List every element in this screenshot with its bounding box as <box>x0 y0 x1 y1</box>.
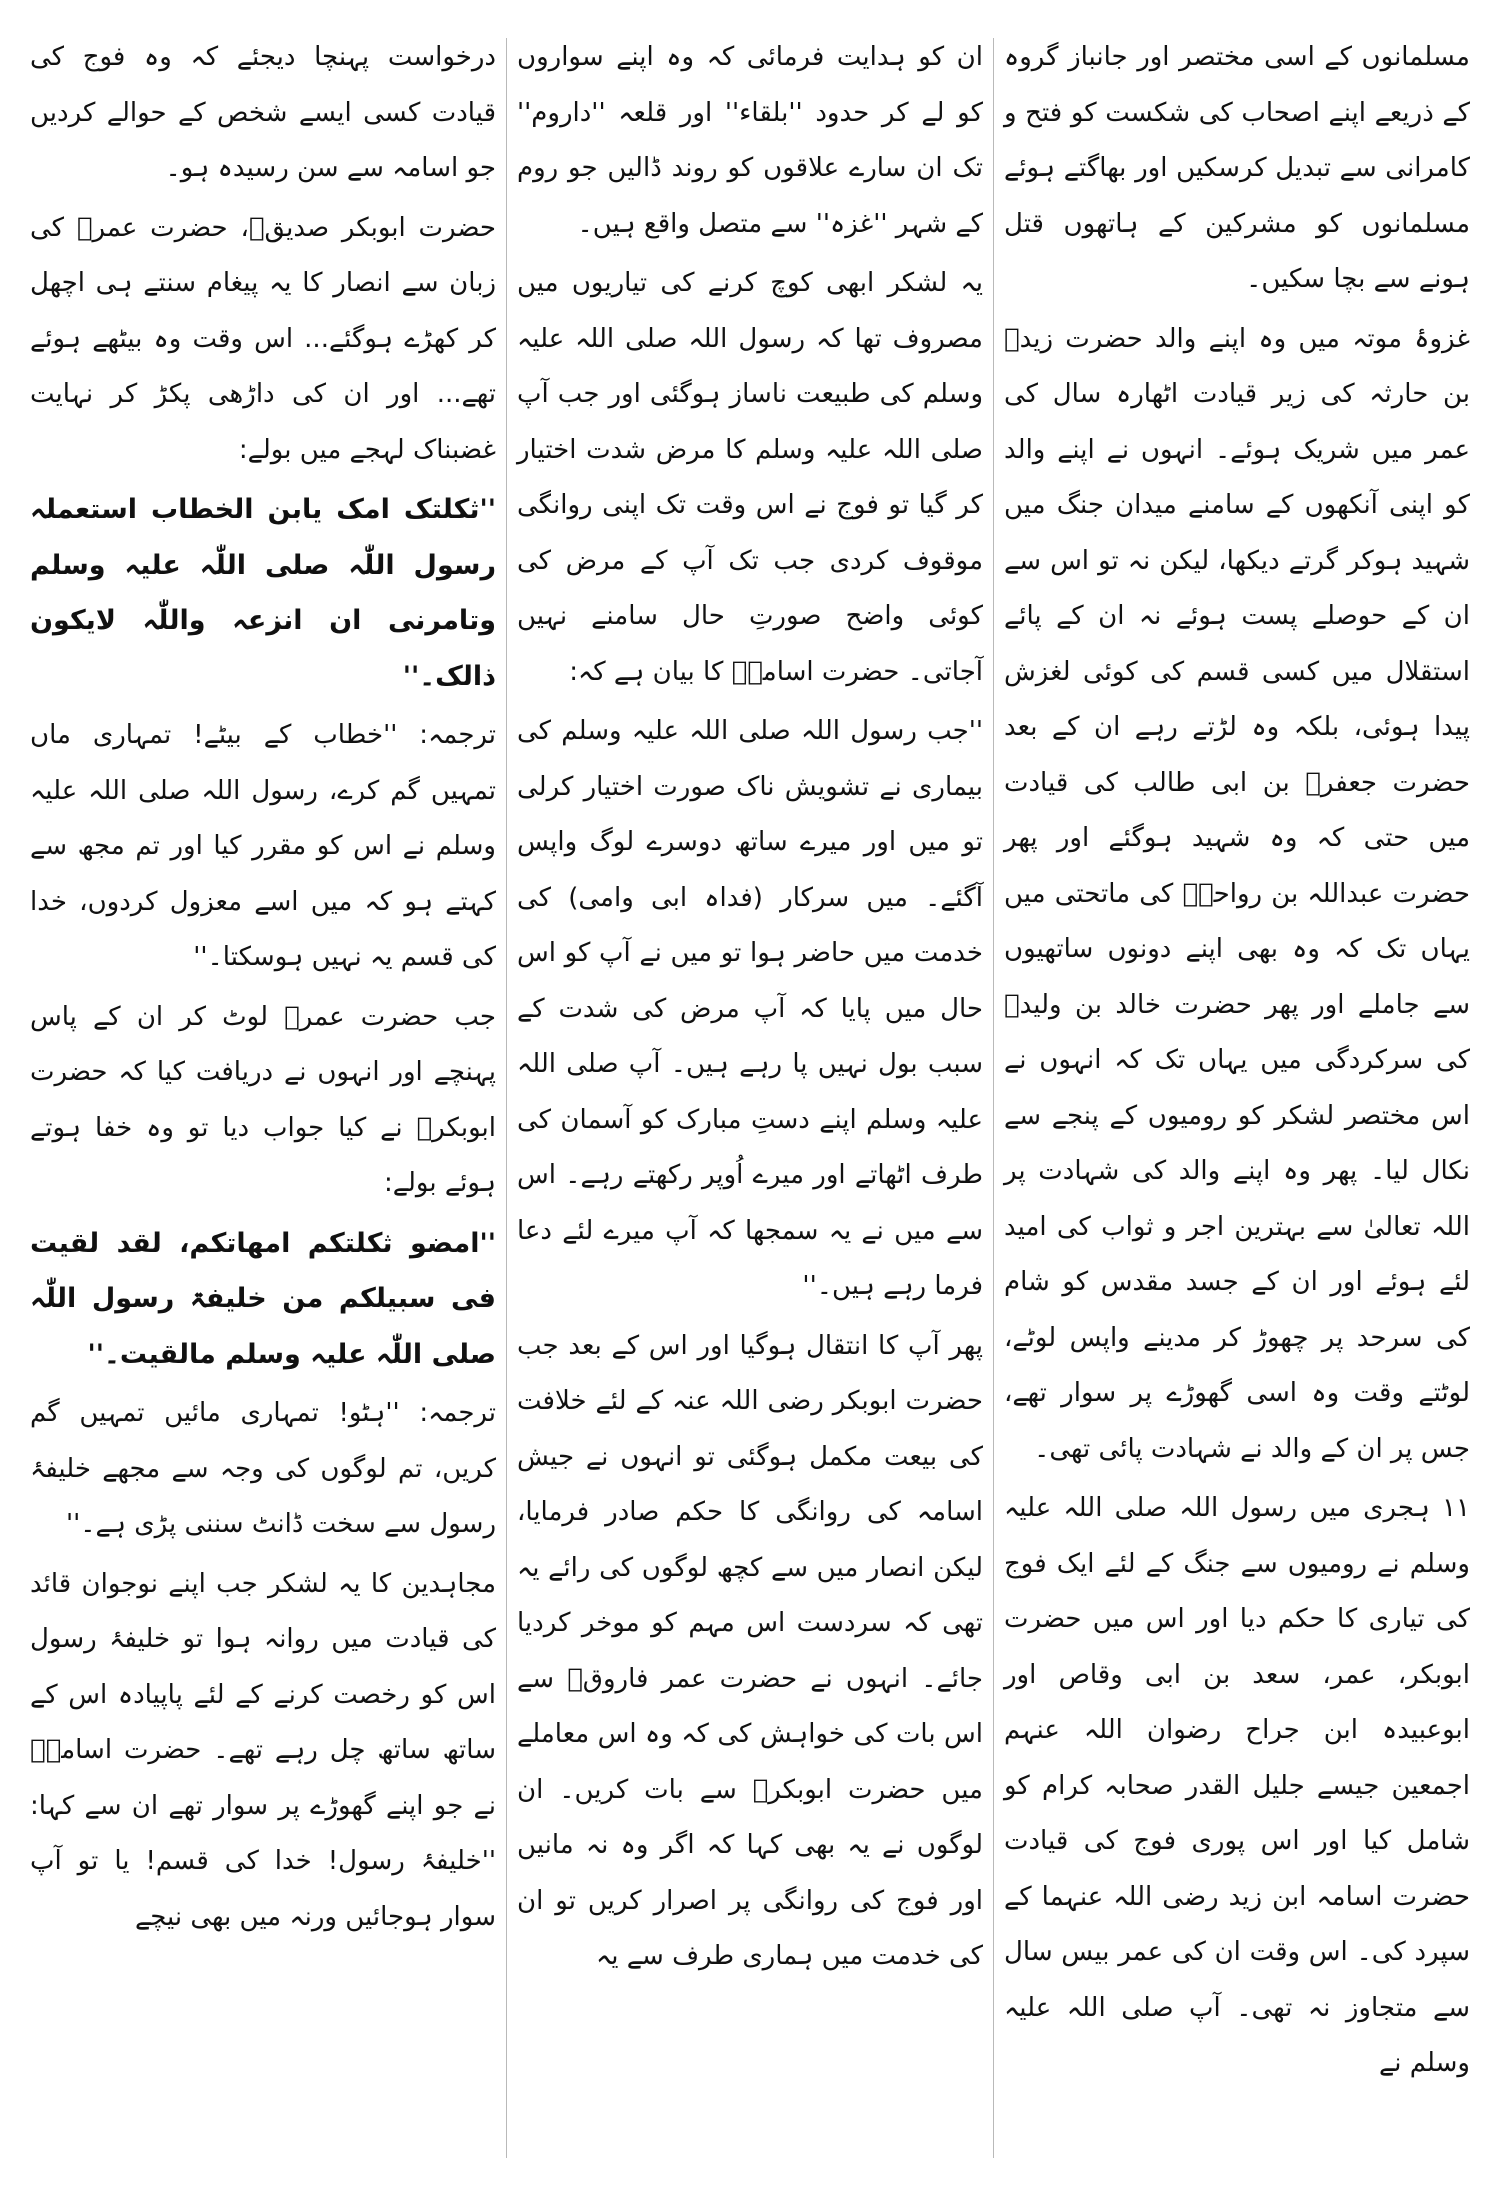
paragraph: مسلمانوں کے اسی مختصر اور جانباز گروہ کے ذریعے اپنے اصحاب کی شکست کو فتح و کامرانی سے تبدیل کرسکیں اور بھاگتے ہوئے مسلمانوں کو مشرکین کے ہاتھوں قتل ہونے سے بچا سکیں۔ <box>1004 42 1470 294</box>
translation-paragraph: ترجمہ: ''خطاب کے بیٹے! تمہاری ماں تمہیں گم کرے، رسول اللہ صلی اللہ علیہ وسلم نے اس کو مقرر کیا اور تم مجھ سے کہتے ہو کہ میں اسے معزول کردوں، خدا کی قسم یہ نہیں ہوسکتا۔'' <box>30 720 496 972</box>
quote-paragraph: ''جب رسول اللہ صلی اللہ علیہ وسلم کی بیماری نے تشویش ناک صورت اختیار کرلی تو میں اور میرے ساتھ دوسرے لوگ واپس آگئے۔ میں سرکار (فداہ ابی وامی) کی خدمت میں حاضر ہوا تو میں نے آپ کو اس حال میں پایا کہ آپ مرض کی شدت کے سبب بول نہیں پا رہے ہیں۔ آپ صلی اللہ علیہ وسلم اپنے دستِ مبارک کو آسمان کی طرف اٹھاتے اور میرے اُوپر رکھتے رہے۔ اس سے میں نے یہ سمجھا کہ آپ میرے لئے دعا فرما رہے ہیں۔'' <box>517 716 983 1301</box>
column-right <box>996 30 1478 2176</box>
paragraph: حضرت ابوبکر صدیقؓ، حضرت عمرؓ کی زبان سے انصار کا یہ پیغام سنتے ہی اچھل کر کھڑے ہوگئے... اس وقت وہ بیٹھے ہوئے تھے... اور ان کی داڑھی پکڑ کر نہایت غضبناک لہجے میں بولے: <box>30 212 496 465</box>
arabic-quote: ''امضو ثکلتکم امھاتکم، لقد لقیت فی سبیلکم من خلیفۃ رسول اللّٰہ صلی اللّٰہ علیہ وسلم مالقیت۔'' <box>30 1227 496 1370</box>
paragraph: یہ لشکر ابھی کوچ کرنے کی تیاریوں میں مصروف تھا کہ رسول اللہ صلی اللہ علیہ وسلم کی طبیعت ناساز ہوگئی اور جب آپ صلی اللہ علیہ وسلم کا مرض شدت اختیار کر گیا تو فوج نے اس وقت تک اپنی روانگی موقوف کردی جب تک آپ کے مرض کی کوئی واضح صورتِ حال سامنے نہیں آجاتی۔ حضرت اسامہؓ کا بیان ہے کہ: <box>517 268 983 687</box>
paragraph: غزوۂ موتہ میں وہ اپنے والد حضرت زیدؓ بن حارثہ کی زیر قیادت اٹھارہ سال کی عمر میں شریک ہوئے۔ انہوں نے اپنے والد کو اپنی آنکھوں کے سامنے میدان جنگ میں شہید ہوکر گرتے دیکھا، لیکن نہ تو اس سے ان کے حوصلے پست ہوئے نہ ان کے پائے استقلال میں کسی قسم کی کوئی لغزش پیدا ہوئی، بلکہ وہ لڑتے رہے ان کے بعد حضرت جعفرؓ بن ابی طالب کی قیادت میں حتی کہ وہ شہید ہوگئے اور پھر حضرت عبداللہ بن رواحہؓ کی ماتحتی میں یہاں تک کہ وہ بھی اپنے دونوں ساتھیوں سے جاملے اور پھر حضرت خالد بن ولیدؓ کی سرکردگی میں یہاں تک کہ انہوں نے اس مختصر لشکر کو رومیوں کے پنجے سے نکال لیا۔ پھر وہ اپنے والد کی شہادت پر اللہ تعالیٰ سے بہترین اجر و ثواب کی امید لئے ہوئے اور ان کے جسد مقدس کو شام کی سرحد پر چھوڑ کر مدینے واپس لوٹے، لوٹتے وقت وہ اسی گھوڑے پر سوار تھے، جس پر ان کے والد نے شہادت پائی تھی۔ <box>1004 323 1470 1464</box>
paragraph: پھر آپ کا انتقال ہوگیا اور اس کے بعد جب حضرت ابوبکر رضی اللہ عنہ کے لئے خلافت کی بیعت مکمل ہوگئی تو انہوں نے جیش اسامہ کی روانگی کا حکم صادر فرمایا، لیکن انصار میں سے کچھ لوگوں کی رائے یہ تھی کہ سردست اس مہم کو موخر کردیا جائے۔ انہوں نے حضرت عمر فاروقؓ سے اس بات کی خواہش کی کہ وہ اس معاملے میں حضرت ابوبکرؓ سے بات کریں۔ ان لوگوں نے یہ بھی کہا کہ اگر وہ نہ مانیں اور فوج کی روانگی پر اصرار کریں تو ان کی خدمت میں ہماری طرف سے یہ <box>517 1330 983 1971</box>
column-divider <box>506 38 507 2158</box>
paragraph: ان کو ہدایت فرمائی کہ وہ اپنے سواروں کو لے کر حدود ''بلقاء'' اور قلعہ ''داروم'' تک ان سارے علاقوں کو روند ڈالیں جو روم کے شہر ''غزہ'' سے متصل واقع ہیں۔ <box>517 42 983 239</box>
arabic-quote: ''ثکلتک امک یابن الخطاب استعملہ رسول اللّٰہ صلی اللّٰہ علیہ وسلم وتامرنی ان انزعہ واللّٰہ لایکون ذالک۔'' <box>30 494 496 692</box>
paragraph: درخواست پہنچا دیجئے کہ وہ فوج کی قیادت کسی ایسے شخص کے حوالے کردیں جو اسامہ سے سن رسیدہ ہو۔ <box>30 42 496 183</box>
paragraph: مجاہدین کا یہ لشکر جب اپنے نوجوان قائد کی قیادت میں روانہ ہوا تو خلیفۂ رسول اس کو رخصت کرنے کے لئے پاپیادہ اس کے ساتھ ساتھ چل رہے تھے۔ حضرت اسامہؓ نے جو اپنے گھوڑے پر سوار تھے ان سے کہا: ''خلیفۂ رسول! خدا کی قسم! یا تو آپ سوار ہوجائیں ورنہ میں بھی نیچے <box>30 1568 496 1932</box>
column-divider <box>993 38 994 2158</box>
column-left <box>22 30 504 2176</box>
paragraph: جب حضرت عمرؓ لوٹ کر ان کے پاس پہنچے اور انہوں نے دریافت کیا کہ حضرت ابوبکرؓ نے کیا جواب دیا تو وہ خفا ہوتے ہوئے بولے: <box>30 1001 496 1198</box>
paragraph: ۱۱ ہجری میں رسول اللہ صلی اللہ علیہ وسلم نے رومیوں سے جنگ کے لئے ایک فوج کی تیاری کا حکم دیا اور اس میں حضرت ابوبکر، عمر، سعد بن ابی وقاص اور ابوعبیدہ ابن جراح رضوان اللہ عنہم اجمعین جیسے جلیل القدر صحابہ کرام کو شامل کیا اور اس پوری فوج کی قیادت حضرت اسامہ ابن زید رضی اللہ عنہما کے سپرد کی۔ اس وقت ان کی عمر بیس سال سے متجاوز نہ تھی۔ آپ صلی اللہ علیہ وسلم نے <box>1004 1493 1470 2078</box>
translation-paragraph: ترجمہ: ''ہٹو! تمہاری مائیں تمہیں گم کریں، تم لوگوں کی وجہ سے مجھے خلیفۂ رسول سے سخت ڈانٹ سننی پڑی ہے۔'' <box>30 1398 496 1539</box>
column-middle <box>509 30 991 2176</box>
